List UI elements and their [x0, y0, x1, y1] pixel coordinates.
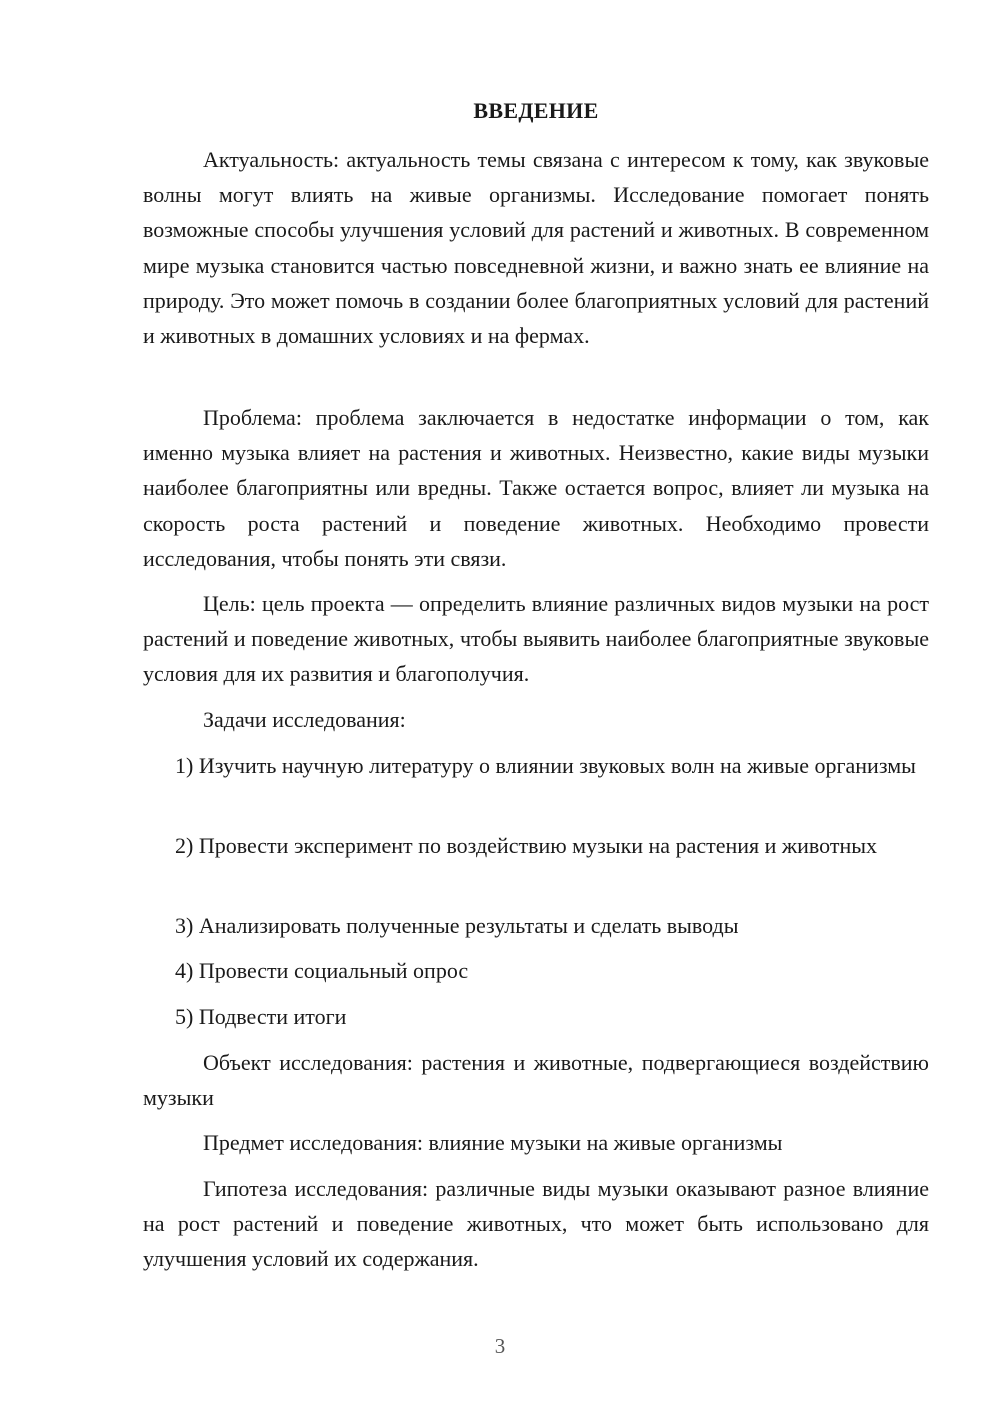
page-number: 3 — [494, 1334, 506, 1358]
task-item-3: 3) Анализировать полученные результаты и сделать выводы — [175, 913, 739, 938]
relevance-paragraph: Актуальность: актуальность темы связана с интересом к тому, как звуковые волны могут влиять на живые организмы. Исследование помогает понять возможные способы улучшения условий для растений и животных. В современном мире музыка становится частью повседневной жизни, и важно знать ее влияние на природу. Это может помочь в создании более благоприятных условий для растений и животных в домашних условиях и на фермах. — [143, 147, 929, 349]
task-item-4: 4) Провести социальный опрос — [175, 958, 469, 983]
subject-paragraph: Предмет исследования: влияние музыки на живые организмы — [203, 1130, 783, 1155]
tasks-heading: Задачи исследования: — [203, 707, 406, 732]
problem-paragraph: Проблема: проблема заключается в недостатке информации о том, как именно музыка влияет на растения и животных. Неизвестно, какие виды музыки наиболее благоприятны или вредны. Также остается вопрос, влияет ли музыка на скорость роста растений и поведение животных. Необходимо провести исследования, чтобы понять эти связи. — [143, 405, 929, 571]
task-item-5: 5) Подвести итоги — [175, 1004, 347, 1029]
object-paragraph: Объект исследования: растения и животные, подвергающиеся воздействию музыки — [143, 1050, 929, 1111]
task-item-2: 2) Провести эксперимент по воздействию музыки на растения и животных — [175, 833, 878, 858]
section-title: ВВЕДЕНИЕ — [473, 98, 599, 123]
goal-paragraph: Цель: цель проекта — определить влияние различных видов музыки на рост растений и поведение животных, чтобы выявить наиболее благоприятные звуковые условия для их развития и благополучия. — [143, 591, 929, 687]
task-item-1: 1) Изучить научную литературу о влиянии звуковых волн на живые организмы — [175, 753, 916, 778]
hypothesis-paragraph: Гипотеза исследования: различные виды музыки оказывают разное влияние на рост растений и поведение животных, что может быть использовано для улучшения условий их содержания. — [143, 1176, 929, 1272]
